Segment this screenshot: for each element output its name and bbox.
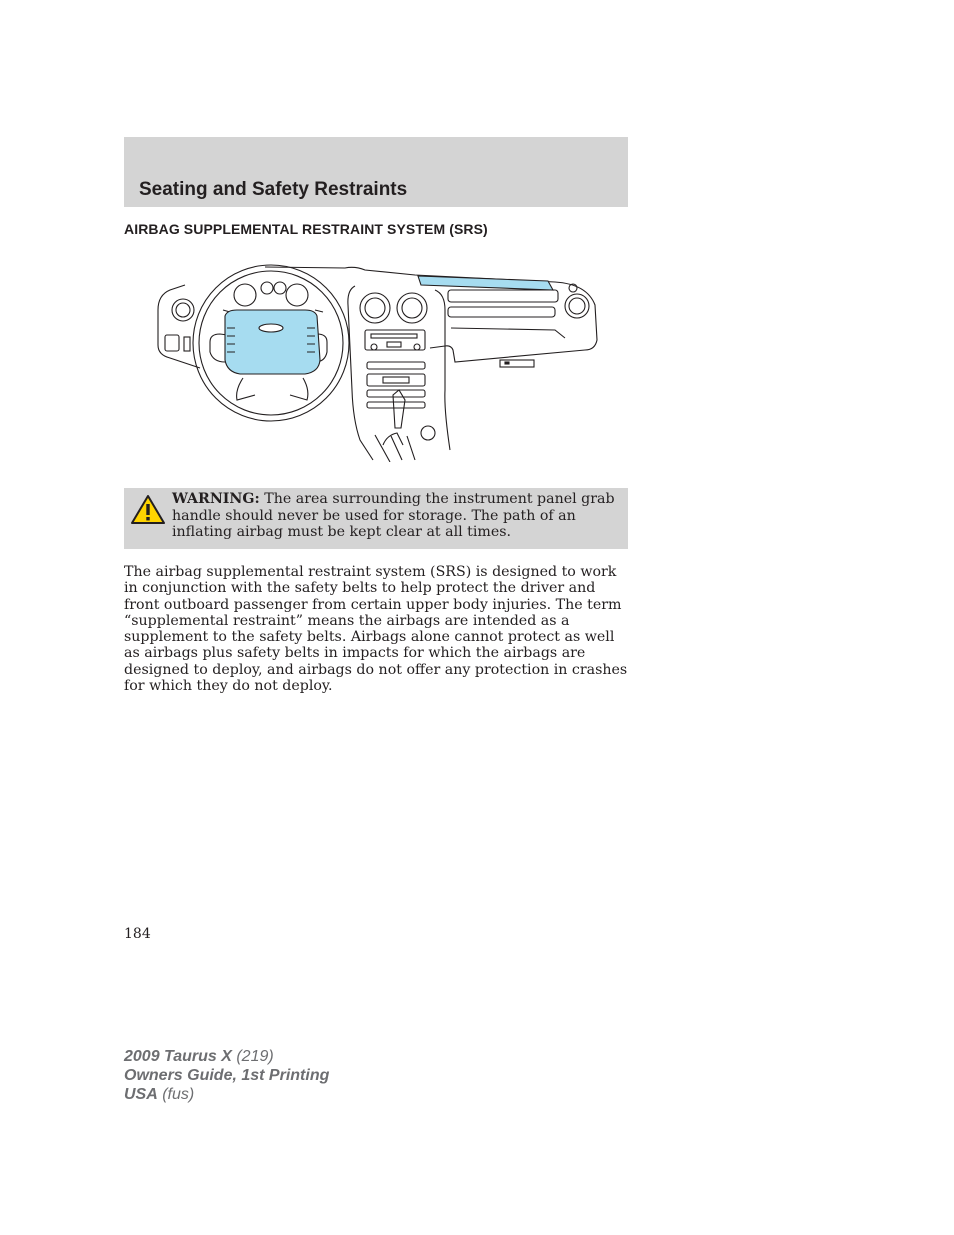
footer-market: USA xyxy=(124,1086,158,1103)
footer-market-code: (fus) xyxy=(157,1086,195,1103)
warning-label: WARNING: xyxy=(172,491,260,507)
footer-line-1 xyxy=(124,1047,329,1066)
footer-line-3 xyxy=(124,1085,329,1104)
footer-model-code: (219) xyxy=(231,1048,274,1065)
footer-printing: Owners Guide, 1st Printing xyxy=(124,1067,330,1084)
page-number: 184 xyxy=(124,926,151,942)
page-heading: AIRBAG SUPPLEMENTAL RESTRAINT SYSTEM (SRS) xyxy=(124,221,488,237)
warning-triangle-icon xyxy=(130,494,166,526)
body-paragraph: The airbag supplemental restraint system (SRS) is designed to work in conjunction with the safety belts to help protect the driver and front outboard passenger from certain upper body injuries. The term “supplemental restraint” means the airbags are intended as a supplement to the safety belts. Airbags alone cannot protect as well as airbags plus safety belts in impacts for which the airbags are designed to deploy, and airbags do not offer any protection in crashes for which they do not deploy. xyxy=(124,564,628,695)
dashboard-airbag-illustration xyxy=(155,250,600,462)
footer-line-2 xyxy=(124,1066,329,1085)
section-title: Seating and Safety Restraints xyxy=(139,179,408,200)
footer xyxy=(124,1047,329,1104)
section-header-band xyxy=(124,137,628,207)
warning-text: The area surrounding the instrument panel grab handle should never be used for storage. The path of an inflating airbag must be kept clear at all times. xyxy=(172,491,615,540)
footer-model: 2009 Taurus X xyxy=(124,1048,232,1065)
warning-box xyxy=(124,488,628,549)
